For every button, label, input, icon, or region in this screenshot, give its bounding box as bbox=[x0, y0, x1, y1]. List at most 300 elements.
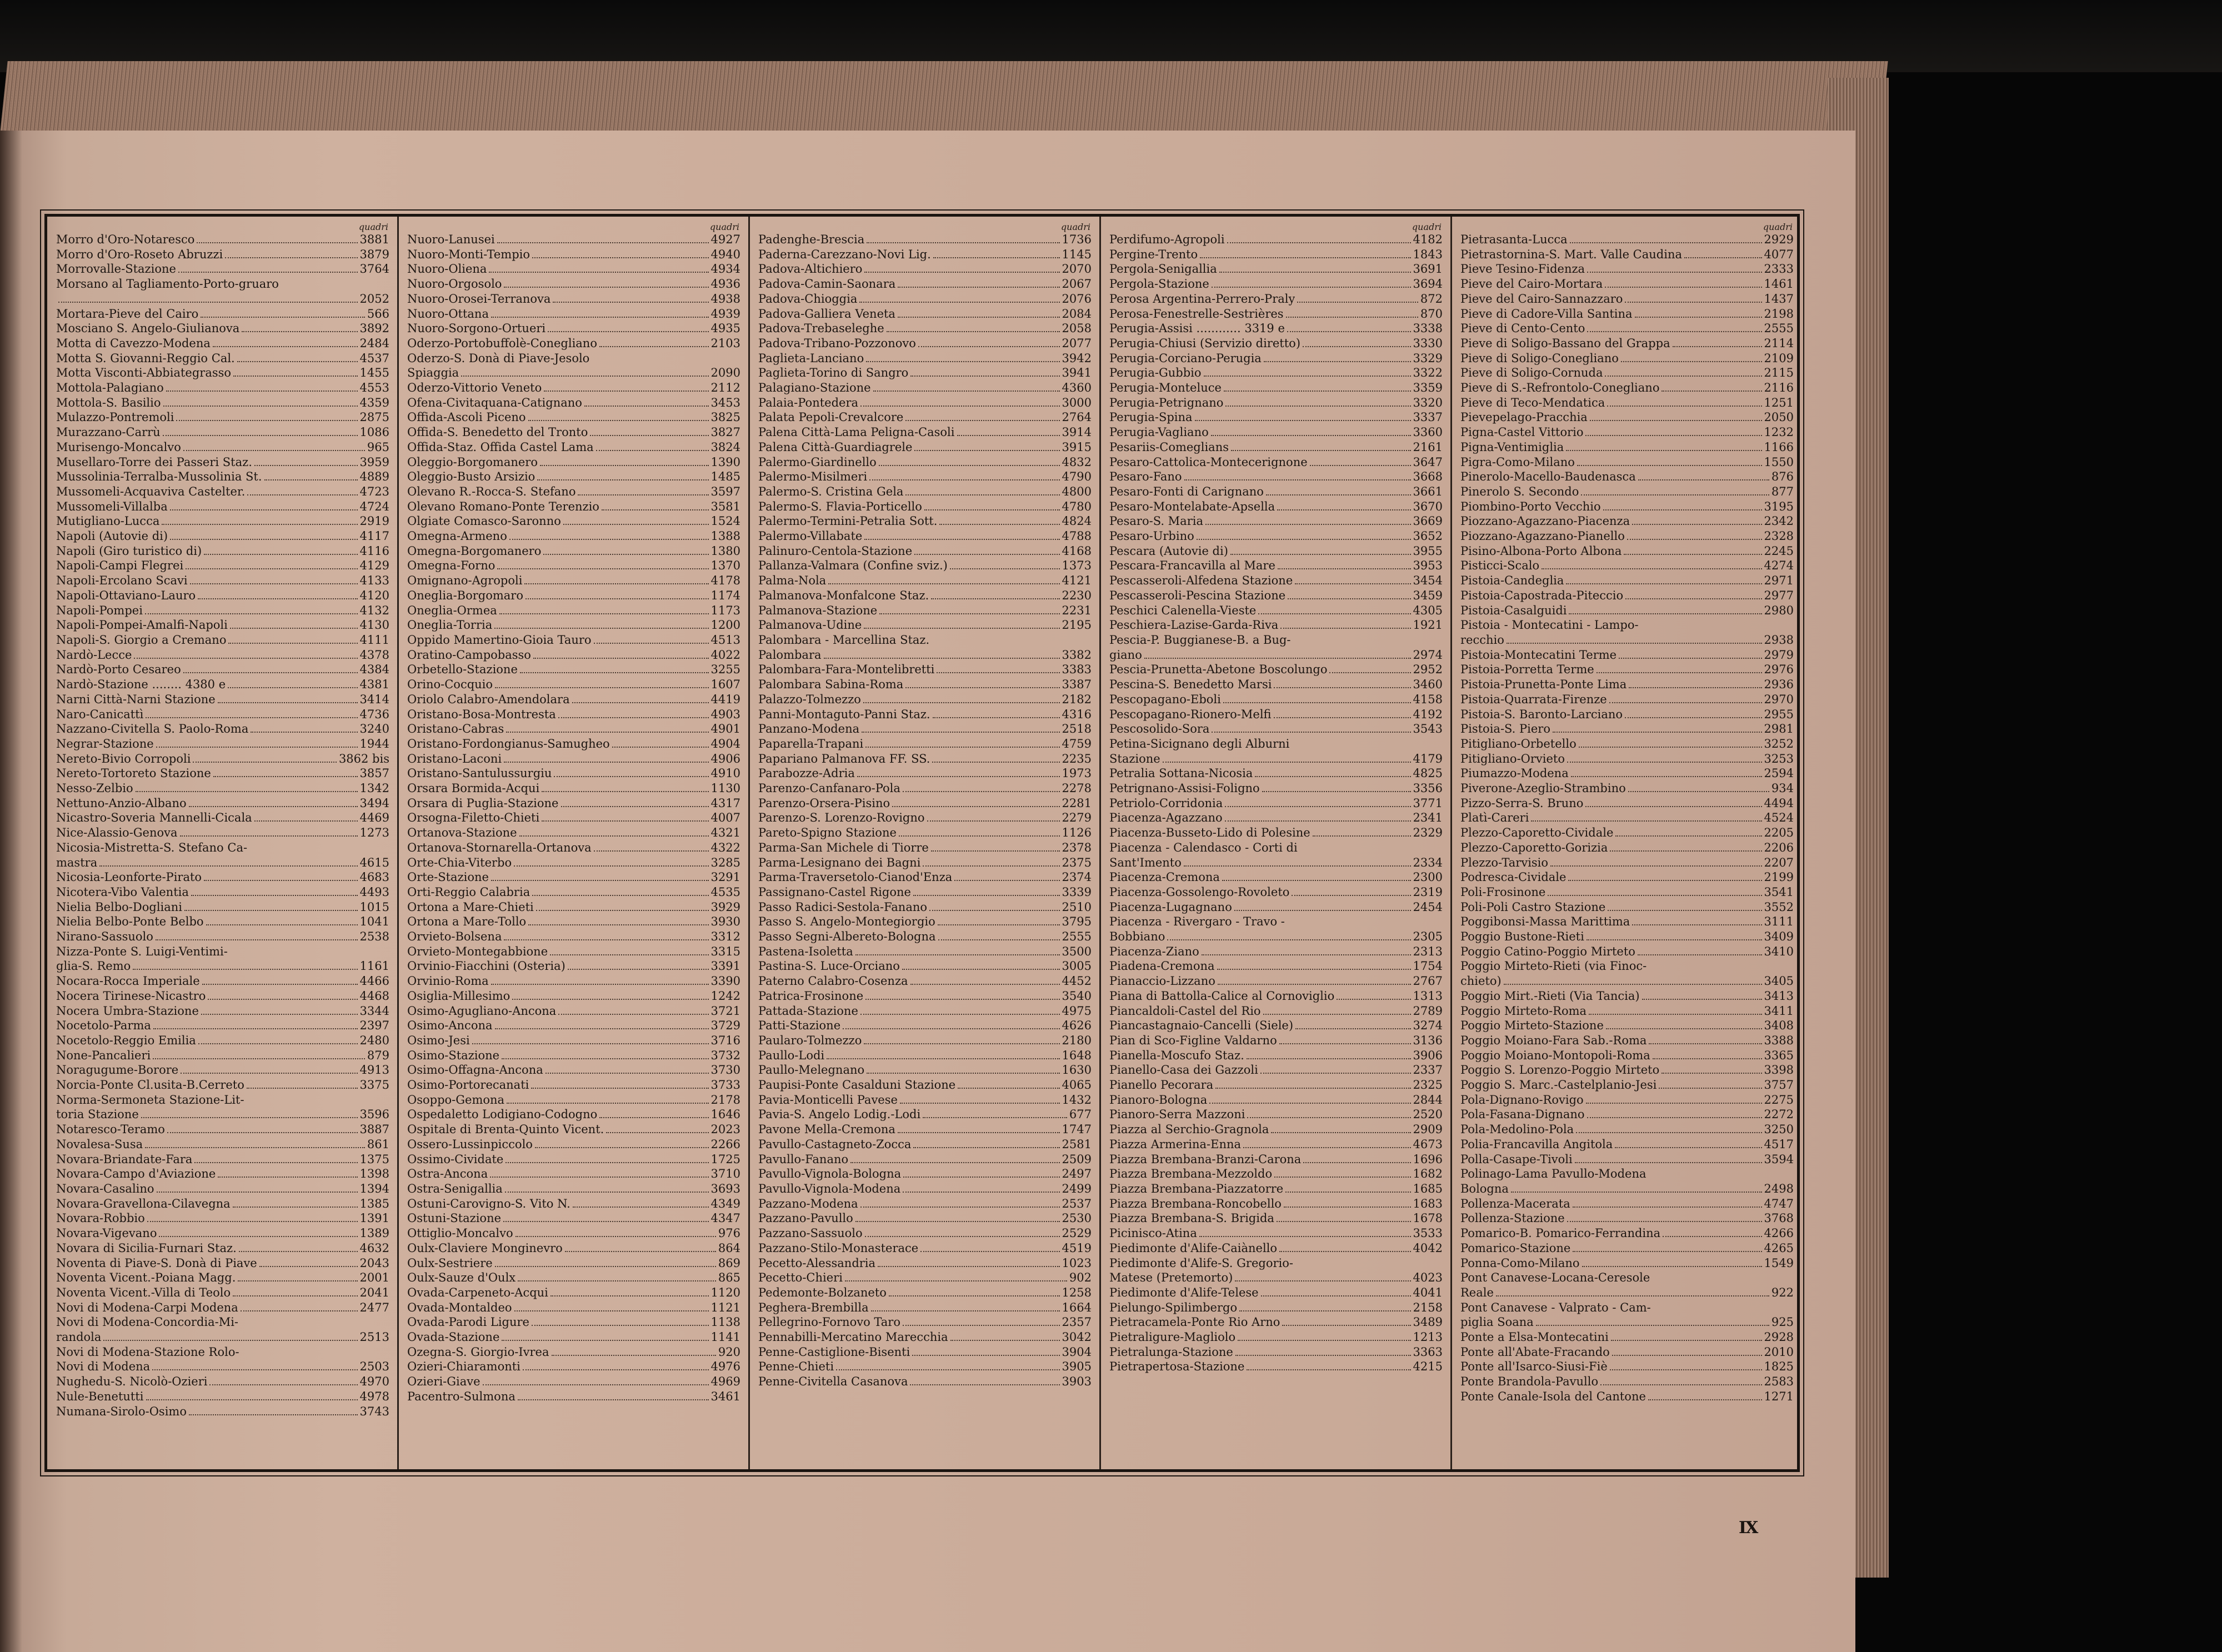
entry-map-number: 3291 bbox=[710, 870, 740, 884]
index-entry bbox=[49, 1033, 394, 1048]
entry-map-number: 4747 bbox=[1764, 1197, 1794, 1210]
dot-leader bbox=[134, 654, 357, 659]
dot-leader bbox=[218, 699, 358, 703]
index-entry bbox=[1103, 425, 1447, 440]
entry-map-number: 1373 bbox=[1062, 559, 1092, 573]
entry-route: Perugia-Vagliano bbox=[1109, 425, 1209, 439]
dot-leader bbox=[905, 684, 1059, 688]
entry-route: Perugia-Petrignano bbox=[1109, 396, 1224, 409]
entry-route: Pastena-Isoletta bbox=[758, 944, 853, 958]
dot-leader bbox=[1627, 535, 1762, 540]
dot-leader bbox=[865, 1233, 1060, 1237]
index-entry bbox=[401, 1063, 745, 1078]
entry-map-number: 2341 bbox=[1413, 811, 1443, 825]
index-entry bbox=[49, 885, 394, 900]
entry-map-number: 3330 bbox=[1413, 336, 1443, 350]
entry-map-number: 3652 bbox=[1413, 529, 1443, 543]
entry-map-number: 2182 bbox=[1062, 692, 1092, 706]
dot-leader bbox=[599, 1114, 708, 1118]
dot-leader bbox=[535, 1144, 709, 1148]
entry-map-number: 4168 bbox=[1062, 544, 1092, 558]
index-entry bbox=[401, 1389, 745, 1404]
dot-leader bbox=[1615, 1144, 1761, 1148]
entry-route: Peschici Calenella-Vieste bbox=[1109, 603, 1257, 617]
entry-route: Padova-Altichiero bbox=[758, 262, 863, 276]
dot-leader bbox=[1587, 268, 1761, 273]
index-entry bbox=[49, 588, 394, 603]
dot-leader bbox=[850, 1159, 1059, 1163]
entry-route: Mutigliano-Lucca bbox=[56, 514, 160, 528]
entry-map-number: 4626 bbox=[1062, 1019, 1092, 1033]
entry-route: Olgiate Comasco-Saronno bbox=[407, 514, 561, 528]
entry-route: Bologna bbox=[1460, 1182, 1509, 1195]
entry-map-number: 922 bbox=[1771, 1285, 1794, 1299]
entry-map-number: 3195 bbox=[1764, 499, 1794, 513]
entry-map-number: 3941 bbox=[1062, 366, 1092, 380]
entry-route: Nicosia-Mistretta-S. Stefano Ca- bbox=[56, 840, 248, 854]
entry-route: Palena Città-Guardiagrele bbox=[758, 440, 913, 454]
dot-leader bbox=[843, 1025, 1059, 1029]
entry-route: Pigna-Castel Vittorio bbox=[1460, 425, 1584, 439]
entry-route: Orvieto-Montegabbione bbox=[407, 944, 548, 958]
entry-route: Olevano Romano-Ponte Terenzio bbox=[407, 499, 599, 513]
index-entry bbox=[49, 307, 394, 322]
index-entry bbox=[49, 1211, 394, 1226]
index-entry bbox=[401, 737, 745, 752]
entry-map-number: 3489 bbox=[1413, 1315, 1443, 1329]
entry-route: Papariano Palmanova FF. SS. bbox=[758, 752, 930, 765]
dot-leader bbox=[225, 254, 357, 258]
entry-map-number: 4117 bbox=[359, 529, 389, 543]
dot-leader bbox=[599, 343, 709, 347]
dot-leader bbox=[213, 773, 358, 777]
dot-leader bbox=[1573, 1203, 1762, 1208]
dot-leader bbox=[933, 254, 1060, 258]
index-entry bbox=[1454, 766, 1798, 781]
entry-route: Orvieto-Bolsena bbox=[407, 930, 502, 944]
index-entry bbox=[1103, 573, 1447, 588]
entry-route: Piazza Brembana-Roncobello bbox=[1109, 1197, 1282, 1210]
index-entry bbox=[1454, 900, 1798, 915]
entry-map-number: 2050 bbox=[1764, 411, 1794, 424]
column-header: quadri bbox=[1763, 222, 1793, 232]
entry-map-number: 4889 bbox=[359, 470, 389, 484]
entry-route: Passo S. Angelo-Montegiorgio bbox=[758, 915, 935, 929]
entry-route: Palinuro-Centola-Stazione bbox=[758, 544, 913, 558]
index-entry bbox=[1103, 944, 1447, 959]
entry-map-number: 1232 bbox=[1764, 425, 1794, 439]
entry-route: Oderzo-S. Donà di Piave-Jesolo bbox=[407, 351, 590, 365]
index-column-1 bbox=[49, 222, 394, 1466]
entry-map-number: 4904 bbox=[710, 737, 740, 750]
index-entry bbox=[1454, 529, 1798, 544]
index-entry bbox=[1103, 232, 1447, 247]
entry-route: Ponte all'Abate-Fracando bbox=[1460, 1345, 1610, 1359]
index-entry bbox=[1103, 737, 1447, 752]
index-entry bbox=[49, 425, 394, 440]
entry-route: Narni Città-Narni Stazione bbox=[56, 692, 216, 706]
entry-route: Paullo-Lodi bbox=[758, 1048, 825, 1062]
entry-route: Pavullo-Vignola-Bologna bbox=[758, 1167, 902, 1181]
entry-route: Nule-Benetutti bbox=[56, 1389, 144, 1403]
index-entry bbox=[401, 514, 745, 529]
entry-map-number: 861 bbox=[367, 1137, 389, 1151]
index-entry bbox=[1454, 1107, 1798, 1122]
entry-map-number: 1130 bbox=[710, 782, 740, 795]
entry-map-number: 3312 bbox=[710, 930, 740, 944]
entry-map-number: 4939 bbox=[710, 307, 740, 321]
entry-map-number: 4535 bbox=[710, 885, 740, 899]
dot-leader bbox=[1573, 1248, 1761, 1252]
dot-leader bbox=[889, 1292, 1060, 1296]
entry-map-number: 3410 bbox=[1764, 944, 1794, 958]
entry-route: Perosa Argentina-Perrero-Praly bbox=[1109, 292, 1295, 306]
entry-route: Pianella-Moscufo Staz. bbox=[1109, 1048, 1244, 1062]
entry-map-number: 3710 bbox=[710, 1167, 740, 1181]
dot-leader bbox=[865, 743, 1059, 748]
entry-map-number: 3315 bbox=[710, 944, 740, 958]
entry-route: Oneglia-Ormea bbox=[407, 603, 497, 617]
index-entry bbox=[49, 1315, 394, 1330]
entry-route: Piana di Battolla-Calice al Cornoviglio bbox=[1109, 989, 1335, 1003]
index-entry bbox=[1454, 781, 1798, 796]
index-entry bbox=[752, 1374, 1096, 1389]
dot-leader bbox=[163, 432, 358, 436]
dot-leader bbox=[201, 1010, 358, 1015]
entry-map-number: 4978 bbox=[359, 1389, 389, 1403]
entry-map-number: 2328 bbox=[1764, 529, 1794, 543]
index-entry bbox=[401, 247, 745, 262]
index-entry bbox=[1454, 410, 1798, 425]
index-entry bbox=[1103, 321, 1447, 336]
entry-route: Pielungo-Spilimbergo bbox=[1109, 1300, 1238, 1314]
entry-route: Pisticci-Scalo bbox=[1460, 559, 1540, 573]
entry-map-number: 3959 bbox=[359, 455, 389, 469]
entry-route: Pian di Sco-Figline Valdarno bbox=[1109, 1033, 1277, 1047]
dot-leader bbox=[1611, 1336, 1762, 1341]
entry-map-number: 1313 bbox=[1413, 989, 1443, 1003]
entry-map-number: 2498 bbox=[1764, 1182, 1794, 1195]
column-divider bbox=[1450, 217, 1452, 1469]
dot-leader bbox=[1144, 654, 1411, 659]
entry-map-number: 2594 bbox=[1764, 767, 1794, 780]
dot-leader bbox=[546, 1069, 709, 1074]
entry-map-number: 2789 bbox=[1413, 1004, 1443, 1018]
dot-leader bbox=[865, 995, 1059, 1000]
dot-leader bbox=[194, 1159, 357, 1163]
entry-route: Motta di Cavezzo-Modena bbox=[56, 336, 211, 350]
entry-map-number: 2979 bbox=[1764, 648, 1794, 662]
entry-route: Pistoia-Casalguidi bbox=[1460, 603, 1567, 617]
index-entry bbox=[1103, 336, 1447, 351]
entry-route: Pavullo-Castagneto-Zocca bbox=[758, 1137, 912, 1151]
index-entry bbox=[1454, 1033, 1798, 1048]
entry-map-number: 4305 bbox=[1413, 603, 1443, 617]
index-entry bbox=[1454, 1197, 1798, 1212]
index-entry bbox=[1454, 1359, 1798, 1374]
entry-map-number: 3721 bbox=[710, 1004, 740, 1018]
entry-map-number: 4007 bbox=[710, 811, 740, 825]
entry-route: Palombara-Fara-Montelibretti bbox=[758, 663, 935, 677]
entry-map-number: 1370 bbox=[710, 559, 740, 573]
entry-route: Pinerolo S. Secondo bbox=[1460, 484, 1579, 498]
entry-map-number: 3795 bbox=[1062, 915, 1092, 929]
dot-leader bbox=[58, 298, 358, 303]
entry-map-number: 920 bbox=[718, 1345, 740, 1359]
entry-map-number: 3543 bbox=[1413, 722, 1443, 736]
entry-map-number: 1258 bbox=[1062, 1285, 1092, 1299]
dot-leader bbox=[1662, 1069, 1761, 1074]
dot-leader bbox=[497, 239, 709, 243]
entry-route: chieto) bbox=[1460, 974, 1502, 988]
index-entry bbox=[752, 514, 1096, 529]
dot-leader bbox=[532, 892, 708, 896]
dot-leader bbox=[1567, 1218, 1762, 1222]
index-entry bbox=[1454, 573, 1798, 588]
index-entry bbox=[49, 1167, 394, 1182]
entry-map-number: 2875 bbox=[359, 411, 389, 424]
index-entry bbox=[1454, 1241, 1798, 1256]
entry-route: Parma-San Michele di Tiorre bbox=[758, 840, 929, 854]
entry-map-number: 1251 bbox=[1764, 396, 1794, 409]
index-entry bbox=[49, 692, 394, 707]
entry-route: Morrovalle-Stazione bbox=[56, 262, 176, 276]
entry-route: Pesariis-Comeglians bbox=[1109, 440, 1229, 454]
dot-leader bbox=[606, 1129, 708, 1133]
dot-leader bbox=[827, 1055, 1059, 1059]
entry-map-number: 4129 bbox=[359, 559, 389, 573]
dot-leader bbox=[903, 1188, 1059, 1193]
dot-leader bbox=[537, 476, 708, 480]
index-entry bbox=[1103, 855, 1447, 870]
entry-route: Ovada-Montaldeo bbox=[407, 1300, 512, 1314]
index-entry bbox=[752, 1226, 1096, 1241]
dot-leader bbox=[518, 1277, 716, 1281]
entry-map-number: 876 bbox=[1771, 470, 1794, 484]
entry-map-number: 1432 bbox=[1062, 1093, 1092, 1107]
entry-map-number: 877 bbox=[1771, 484, 1794, 498]
dot-leader bbox=[855, 951, 1060, 955]
index-entry bbox=[1454, 796, 1798, 811]
dot-leader bbox=[238, 1277, 357, 1281]
entry-route: Palermo-Giardinello bbox=[758, 455, 877, 469]
entry-route: Ovada-Stazione bbox=[407, 1330, 500, 1344]
dot-leader bbox=[532, 254, 709, 258]
entry-map-number: 3733 bbox=[710, 1078, 740, 1092]
index-entry bbox=[1454, 1226, 1798, 1241]
entry-route: Ortona a Mare-Chieti bbox=[407, 900, 534, 914]
entry-route: Piacenza - Calendasco - Corti di bbox=[1109, 840, 1298, 854]
entry-map-number: 3597 bbox=[710, 484, 740, 498]
entry-map-number: 4901 bbox=[710, 722, 740, 736]
dot-leader bbox=[528, 417, 709, 421]
dot-leader bbox=[892, 803, 1059, 807]
index-entry bbox=[401, 825, 745, 840]
entry-map-number: 3691 bbox=[1413, 262, 1443, 276]
dot-leader bbox=[191, 892, 358, 896]
index-entry bbox=[1454, 825, 1798, 840]
entry-map-number: 2397 bbox=[359, 1019, 389, 1033]
entry-route: Orte-Chia-Viterbo bbox=[407, 855, 512, 869]
dot-leader bbox=[145, 1144, 365, 1148]
entry-route: Poggio Catino-Poggio Mirteto bbox=[1460, 944, 1635, 958]
entry-route: Pieve di Cento-Cento bbox=[1460, 322, 1585, 336]
index-entry bbox=[49, 1004, 394, 1019]
index-entry bbox=[752, 232, 1096, 247]
dot-leader bbox=[924, 506, 1060, 510]
index-entry bbox=[401, 1359, 745, 1374]
index-entry bbox=[752, 1048, 1096, 1063]
entry-map-number: 2375 bbox=[1062, 855, 1092, 869]
entry-route: Nocera Tirinese-Nicastro bbox=[56, 989, 206, 1003]
index-entry bbox=[1454, 1374, 1798, 1389]
index-entry bbox=[752, 707, 1096, 722]
entry-route: Piozzano-Agazzano-Pianello bbox=[1460, 529, 1625, 543]
entry-route: piglia Soana bbox=[1460, 1315, 1534, 1329]
index-entry bbox=[1454, 944, 1798, 959]
index-entry bbox=[1103, 900, 1447, 915]
dot-leader bbox=[900, 1099, 1060, 1104]
dot-leader bbox=[553, 298, 708, 303]
entry-route: Ortanova-Stornarella-Ortanova bbox=[407, 840, 592, 854]
dot-leader bbox=[526, 595, 709, 599]
index-entry bbox=[401, 1226, 745, 1241]
dot-leader bbox=[512, 995, 708, 1000]
entry-route: Pazzano-Stilo-Monasterace bbox=[758, 1241, 919, 1255]
entry-route: Oulx-Sauze d'Oulx bbox=[407, 1271, 516, 1285]
entry-route: Palazzo-Tolmezzo bbox=[758, 692, 861, 706]
entry-map-number: 1166 bbox=[1764, 440, 1794, 454]
entry-map-number: 4553 bbox=[359, 381, 389, 395]
dot-leader bbox=[204, 550, 357, 555]
dot-leader bbox=[866, 358, 1059, 362]
entry-map-number: 1200 bbox=[710, 618, 740, 632]
entry-map-number: 4938 bbox=[710, 292, 740, 306]
entry-route: Oristano-Laconi bbox=[407, 752, 502, 765]
entry-route: Osimo-Offagna-Ancona bbox=[407, 1063, 543, 1077]
index-entry bbox=[49, 484, 394, 499]
dot-leader bbox=[1575, 1159, 1762, 1163]
entry-route: Pieve del Cairo-Sannazzaro bbox=[1460, 292, 1623, 306]
index-entry bbox=[401, 974, 745, 989]
index-entry bbox=[49, 959, 394, 974]
dot-leader bbox=[923, 1114, 1067, 1118]
entry-map-number: 3757 bbox=[1764, 1078, 1794, 1092]
index-entry bbox=[1454, 1078, 1798, 1093]
entry-map-number: 2305 bbox=[1413, 930, 1443, 944]
entry-map-number: 2052 bbox=[359, 292, 389, 306]
entry-map-number: 2970 bbox=[1764, 692, 1794, 706]
column-divider bbox=[397, 217, 399, 1469]
dot-leader bbox=[133, 965, 357, 970]
entry-map-number: 3552 bbox=[1764, 900, 1794, 914]
dot-leader bbox=[1542, 565, 1761, 569]
dot-leader bbox=[1586, 1099, 1762, 1104]
dot-leader bbox=[1568, 877, 1761, 881]
dot-leader bbox=[228, 639, 357, 644]
index-entry bbox=[752, 1256, 1096, 1271]
entry-route: Poggio Mirteto-Rieti (via Finoc- bbox=[1460, 959, 1647, 973]
entry-route: Oderzo-Portobuffolè-Conegliano bbox=[407, 336, 597, 350]
entry-route: Ponte a Elsa-Montecatini bbox=[1460, 1330, 1609, 1344]
dot-leader bbox=[1607, 402, 1761, 407]
dot-leader bbox=[910, 980, 1060, 985]
entry-route: Palma-Nola bbox=[758, 574, 827, 588]
entry-map-number: 1843 bbox=[1413, 247, 1443, 261]
column-header: quadri bbox=[1060, 222, 1090, 232]
dot-leader bbox=[190, 580, 358, 584]
index-entry bbox=[401, 633, 745, 648]
entry-map-number: 2477 bbox=[359, 1300, 389, 1314]
entry-map-number: 3494 bbox=[359, 796, 389, 810]
index-entry bbox=[752, 1270, 1096, 1285]
index-entry bbox=[752, 381, 1096, 396]
index-entry bbox=[1103, 484, 1447, 499]
index-entry bbox=[752, 1033, 1096, 1048]
dot-leader bbox=[159, 1233, 357, 1237]
index-entry bbox=[1103, 1256, 1447, 1271]
index-entry bbox=[752, 1063, 1096, 1078]
index-entry bbox=[49, 1152, 394, 1167]
entry-map-number: 2337 bbox=[1413, 1063, 1443, 1077]
dot-leader bbox=[242, 328, 357, 332]
index-entry bbox=[401, 766, 745, 781]
index-entry bbox=[1103, 292, 1447, 307]
entry-route: Pistoia - Montecatini - Lampo- bbox=[1460, 618, 1639, 632]
index-entry bbox=[752, 722, 1096, 737]
index-entry bbox=[49, 1048, 394, 1063]
dot-leader bbox=[903, 1321, 1060, 1326]
entry-route: Omegna-Forno bbox=[407, 559, 496, 573]
entry-route: Pesaro-Fano bbox=[1109, 470, 1182, 484]
index-entry bbox=[1454, 1182, 1798, 1197]
entry-map-number: 1375 bbox=[359, 1152, 389, 1166]
entry-route: Pazzano-Modena bbox=[758, 1197, 858, 1210]
dot-leader bbox=[1225, 803, 1410, 807]
entry-route: Pieve di S.-Refrontolo-Conegliano bbox=[1460, 381, 1660, 395]
index-entry bbox=[752, 677, 1096, 692]
dot-leader bbox=[878, 1263, 1060, 1267]
entry-map-number: 1682 bbox=[1413, 1167, 1443, 1181]
index-entry bbox=[401, 885, 745, 900]
entry-route: Nardò-Porto Cesareo bbox=[56, 663, 181, 677]
entry-route: Palmanova-Stazione bbox=[758, 603, 878, 617]
dot-leader bbox=[1212, 728, 1410, 733]
dot-leader bbox=[153, 1025, 358, 1029]
entry-route: Norcia-Ponte Cl.usita-B.Cerreto bbox=[56, 1078, 244, 1092]
index-column-3 bbox=[752, 222, 1096, 1466]
entry-map-number: 3670 bbox=[1413, 499, 1443, 513]
dot-leader bbox=[864, 624, 1059, 629]
index-entry bbox=[752, 825, 1096, 840]
dot-leader bbox=[1638, 951, 1762, 955]
dot-leader bbox=[197, 239, 357, 243]
entry-map-number: 1549 bbox=[1764, 1256, 1794, 1270]
index-entry bbox=[1454, 321, 1798, 336]
entry-route: Nereto-Bivio Corropoli bbox=[56, 752, 191, 765]
entry-route: Pitigliano-Orvieto bbox=[1460, 752, 1565, 765]
entry-route: Paupisi-Ponte Casalduni Stazione bbox=[758, 1078, 956, 1092]
entry-map-number: 1683 bbox=[1413, 1197, 1443, 1210]
entry-route: Nocetolo-Reggio Emilia bbox=[56, 1033, 196, 1047]
entry-map-number: 3533 bbox=[1413, 1227, 1443, 1240]
dot-leader bbox=[1286, 313, 1418, 318]
index-entry bbox=[752, 1285, 1096, 1300]
dot-leader bbox=[860, 402, 1060, 407]
entry-route: Pieve di Soligo-Bassano del Grappa bbox=[1460, 336, 1670, 350]
index-entry bbox=[752, 737, 1096, 752]
dot-leader bbox=[1582, 1263, 1762, 1267]
